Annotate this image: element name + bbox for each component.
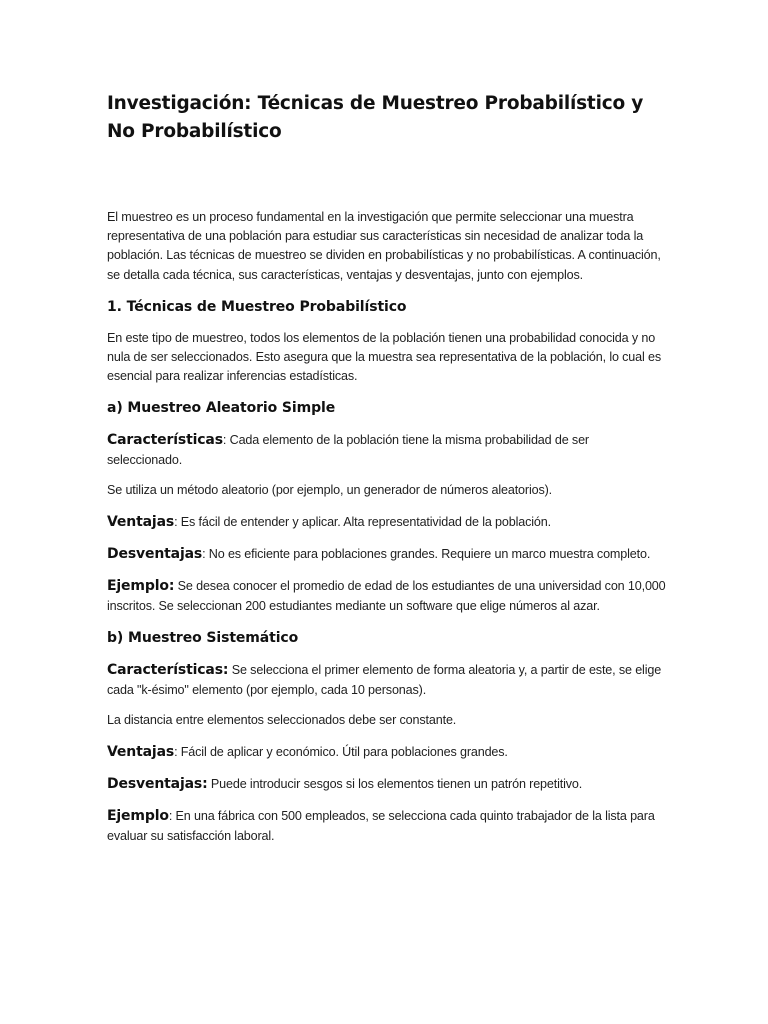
disadvantages-text: : No es eficiente para poblaciones grandes. Requiere un marco muestra completo. — [202, 547, 651, 562]
example-text: Se desea conocer el promedio de edad de los estudiantes de una universidad con 10,000 inscritos. Se seleccionan 200 estudiantes mediante un software que elige números al azar. — [107, 579, 666, 614]
example-paragraph — [107, 806, 667, 846]
document-body — [107, 90, 667, 846]
method-note: Se utiliza un método aleatorio (por ejemplo, un generador de números aleatorios). — [107, 483, 552, 498]
characteristics-text: : Cada elemento de la población tiene la misma probabilidad de ser seleccionado. — [107, 433, 589, 468]
document-title: Investigación: Técnicas de Muestreo Probabilístico y No Probabilístico — [107, 93, 644, 142]
section-heading-probabilistic: 1. Técnicas de Muestreo Probabilístico — [107, 298, 407, 315]
example-paragraph — [107, 576, 667, 616]
disadvantages-label: Desventajas: — [107, 776, 208, 793]
characteristics-label: Características — [107, 432, 223, 449]
disadvantages-label: Desventajas — [107, 546, 203, 563]
advantages-paragraph — [107, 742, 667, 762]
advantages-text: : Fácil de aplicar y económico. Útil para poblaciones grandes. — [174, 745, 508, 760]
example-text: : En una fábrica con 500 empleados, se selecciona cada quinto trabajador de la lista para evaluar su satisfacción laboral. — [107, 809, 655, 844]
example-label: Ejemplo — [107, 808, 169, 825]
advantages-label: Ventajas — [107, 514, 175, 531]
intro-paragraph: El muestreo es un proceso fundamental en la investigación que permite seleccionar una muestra representativa de una población para estudiar sus características sin necesidad de analizar toda la población. Las técnicas de muestreo se dividen en probabilísticas y no probabilísticas. A continuación, se detalla cada técnica, sus características, ventajas y desventajas, junto con ejemplos. — [107, 210, 661, 282]
characteristics-paragraph — [107, 660, 667, 700]
subsection-heading-simple-random: a) Muestreo Aleatorio Simple — [107, 400, 336, 417]
disadvantages-paragraph — [107, 774, 667, 794]
example-label: Ejemplo: — [107, 578, 175, 595]
characteristics-label: Características: — [107, 662, 229, 679]
advantages-paragraph — [107, 512, 667, 532]
advantages-text: : Es fácil de entender y aplicar. Alta representatividad de la población. — [174, 515, 551, 530]
advantages-label: Ventajas — [107, 744, 175, 761]
disadvantages-text: Puede introducir sesgos si los elementos tienen un patrón repetitivo. — [207, 777, 583, 792]
disadvantages-paragraph — [107, 544, 667, 564]
subsection-heading-systematic: b) Muestreo Sistemático — [107, 630, 299, 647]
distance-note: La distancia entre elementos seleccionados debe ser constante. — [107, 713, 457, 728]
section-paragraph-probabilistic: En este tipo de muestreo, todos los elementos de la población tienen una probabilidad conocida y no nula de ser seleccionados. Esto asegura que la muestra sea representativa de la población, lo cual es esencial para realizar inferencias estadísticas. — [107, 330, 662, 384]
characteristics-paragraph — [107, 430, 667, 470]
characteristics-text: Se selecciona el primer elemento de forma aleatoria y, a partir de este, se elige cada "k-ésimo" elemento (por ejemplo, cada 10 personas). — [107, 663, 662, 698]
